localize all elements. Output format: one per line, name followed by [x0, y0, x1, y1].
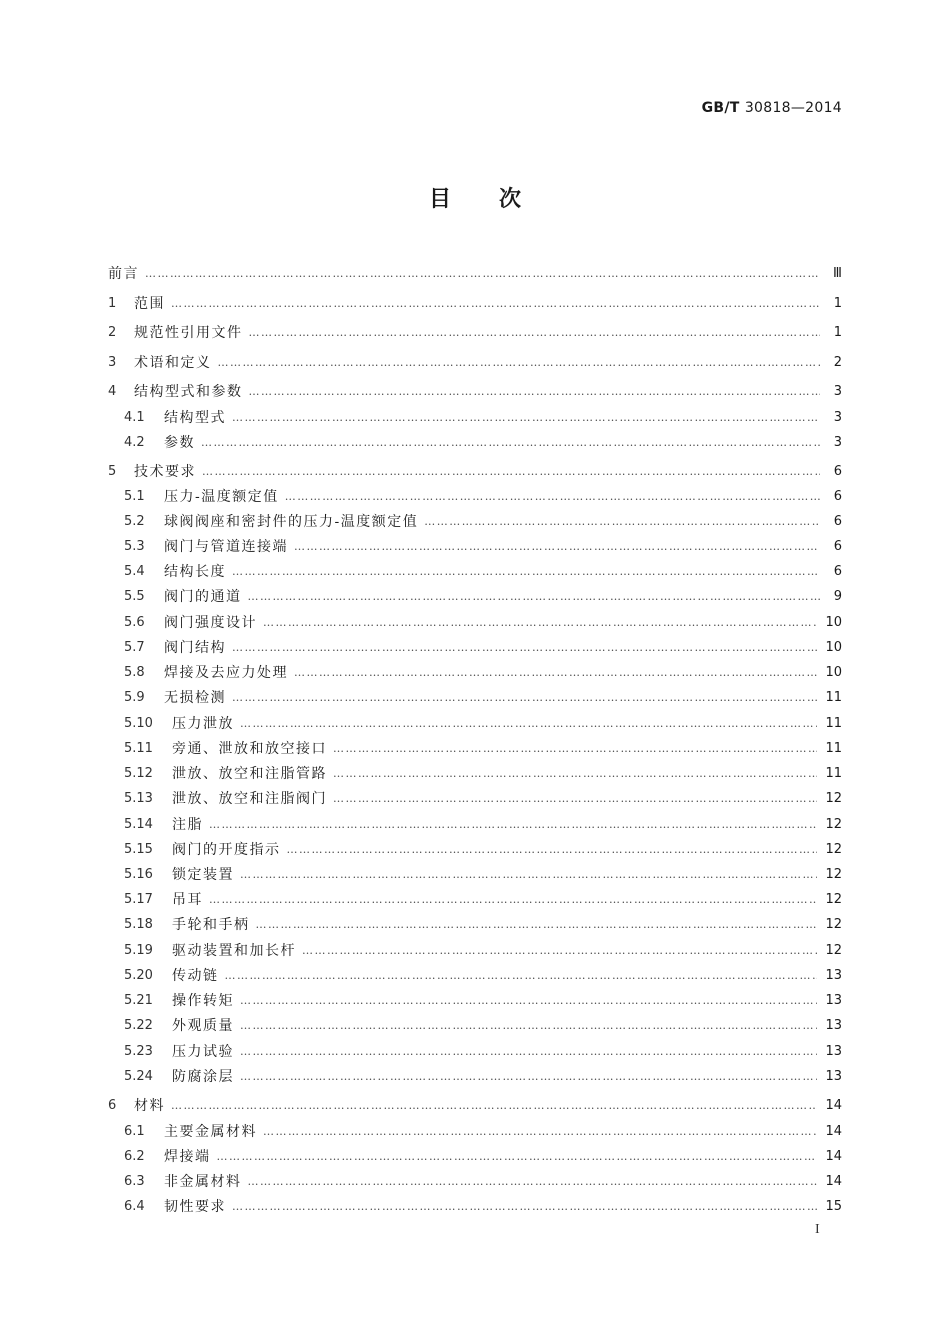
toc-leader-dots [209, 814, 817, 836]
toc-entry[interactable] [124, 432, 842, 454]
toc-leader-dots [302, 940, 817, 962]
toc-leader-dots [240, 1066, 817, 1088]
toc-entry[interactable] [108, 263, 842, 285]
toc-entry-number: 6 [108, 1098, 117, 1113]
toc-entry-page: 13 [825, 1069, 842, 1084]
toc-entry-page: 1 [833, 325, 842, 340]
toc-entry-number: 5.14 [124, 817, 153, 832]
toc-entry-page: 11 [825, 766, 842, 781]
toc-entry-title: 压力泄放 [172, 716, 234, 732]
toc-entry[interactable] [124, 814, 842, 836]
toc-entry-number: 5.9 [124, 690, 145, 705]
toc-entry-page: 10 [825, 640, 842, 655]
toc-entry-number: 5.12 [124, 766, 153, 781]
toc-entry-page: Ⅲ [833, 266, 842, 281]
toc-entry-title: 非金属材料 [164, 1174, 242, 1190]
toc-entry-title: 韧性要求 [164, 1199, 226, 1215]
toc-leader-dots [287, 839, 818, 861]
toc-entry-number: 4.2 [124, 435, 145, 450]
toc-entry-number: 6.1 [124, 1124, 145, 1139]
toc-entry-title: 结构型式和参数 [134, 384, 243, 400]
toc-entry-title: 驱动装置和加长杆 [172, 943, 296, 959]
toc-entry[interactable] [108, 352, 842, 374]
toc-entry-number: 5.17 [124, 892, 153, 907]
toc-entry-page: 2 [833, 355, 842, 370]
toc-entry[interactable] [124, 536, 842, 558]
toc-leader-dots [333, 763, 817, 785]
toc-entry-number: 5.15 [124, 842, 153, 857]
toc-entry-page: 14 [825, 1098, 842, 1113]
toc-entry-page: 12 [825, 817, 842, 832]
toc-leader-dots [240, 1041, 817, 1063]
toc-entry[interactable] [124, 889, 842, 911]
toc-entry-number: 2 [108, 325, 117, 340]
toc-entry[interactable] [108, 293, 842, 315]
toc-entry-number: 5.18 [124, 917, 153, 932]
toc-entry-page: 6 [833, 464, 842, 479]
toc-entry-number: 5 [108, 464, 117, 479]
toc-entry-number: 5.23 [124, 1044, 153, 1059]
toc-leader-dots [225, 965, 818, 987]
toc-entry-number: 5.19 [124, 943, 153, 958]
toc-entry-number: 5.11 [124, 741, 153, 756]
standard-number: 30818—2014 [744, 100, 842, 116]
standard-prefix: GB/T [701, 100, 740, 116]
toc-entry-number: 5.2 [124, 514, 145, 529]
toc-entry-page: 12 [825, 842, 842, 857]
toc-entry-title: 泄放、放空和注脂阀门 [172, 791, 327, 807]
toc-entry-title: 术语和定义 [134, 355, 212, 371]
toc-leader-dots [249, 322, 821, 344]
toc-entry-number: 5.22 [124, 1018, 153, 1033]
toc-entry-page: 6 [833, 564, 842, 579]
toc-leader-dots [202, 461, 820, 483]
toc-leader-dots [171, 1095, 817, 1117]
toc-entry-title: 防腐涂层 [172, 1069, 234, 1085]
toc-entry-title: 阀门结构 [164, 640, 226, 656]
toc-entry-page: 13 [825, 1018, 842, 1033]
toc-leader-dots [333, 738, 817, 760]
toc-entry-title: 结构型式 [164, 410, 226, 426]
toc-entry-page: 6 [833, 489, 842, 504]
toc-leader-dots [217, 1146, 818, 1168]
toc-entry-title: 结构长度 [164, 564, 226, 580]
toc-entry[interactable] [108, 461, 842, 483]
toc-entry-page: 1 [833, 296, 842, 311]
toc-leader-dots [240, 990, 817, 1012]
toc-entry-page: 11 [825, 716, 842, 731]
toc-entry-title: 传动链 [172, 968, 219, 984]
toc-entry[interactable] [124, 738, 842, 760]
toc-entry-number: 5.24 [124, 1069, 153, 1084]
toc-entry-page: 6 [833, 539, 842, 554]
toc-leader-dots [248, 1171, 818, 1193]
toc-leader-dots [333, 788, 817, 810]
toc-leader-dots [232, 637, 817, 659]
toc-leader-dots [209, 889, 817, 911]
toc-entry-title: 主要金属材料 [164, 1124, 257, 1140]
toc-entry-title: 吊耳 [172, 892, 203, 908]
toc-entry-title: 规范性引用文件 [134, 325, 243, 341]
toc-entry-number: 4.1 [124, 410, 145, 425]
toc-entry[interactable] [124, 1041, 842, 1063]
toc-entry-page: 15 [825, 1199, 842, 1214]
toc-entry-title: 范围 [134, 296, 165, 312]
toc-entry-page: 11 [825, 690, 842, 705]
toc-entry-number: 6.3 [124, 1174, 145, 1189]
toc-entry[interactable] [124, 788, 842, 810]
toc-entry-number: 5.1 [124, 489, 145, 504]
toc-entry-title: 旁通、泄放和放空接口 [172, 741, 327, 757]
toc-entry-page: 12 [825, 867, 842, 882]
toc-entry[interactable] [124, 486, 842, 508]
toc-entry[interactable] [124, 612, 842, 634]
toc-entry[interactable] [124, 914, 842, 936]
page-number: I [815, 1222, 820, 1237]
toc-entry-number: 5.20 [124, 968, 153, 983]
toc-entry[interactable] [108, 1095, 842, 1117]
toc-leader-dots [240, 864, 817, 886]
toc-entry[interactable] [124, 839, 842, 861]
toc-entry-page: 13 [825, 968, 842, 983]
toc-entry-number: 5.16 [124, 867, 153, 882]
toc-entry-number: 6.2 [124, 1149, 145, 1164]
toc-entry-title: 阀门的通道 [164, 589, 242, 605]
toc-leader-dots [232, 687, 817, 709]
toc-entry[interactable] [124, 763, 842, 785]
toc-entry-title: 压力-温度额定值 [164, 489, 279, 505]
toc-entry[interactable] [124, 990, 842, 1012]
toc-entry-title: 焊接及去应力处理 [164, 665, 288, 681]
toc-entry-title: 手轮和手柄 [172, 917, 250, 933]
toc-entry[interactable] [124, 1146, 842, 1168]
toc-entry[interactable] [124, 1066, 842, 1088]
toc-leader-dots [145, 263, 820, 285]
toc-entry-title: 操作转矩 [172, 993, 234, 1009]
toc-entry-number: 5.3 [124, 539, 145, 554]
toc-entry-title: 技术要求 [134, 464, 196, 480]
toc-entry[interactable] [124, 637, 842, 659]
toc-entry-page: 13 [825, 1044, 842, 1059]
toc-entry-title: 压力试验 [172, 1044, 234, 1060]
toc-entry-title: 泄放、放空和注脂管路 [172, 766, 327, 782]
toc-entry-page: 3 [833, 384, 842, 399]
toc-entry-title: 注脂 [172, 817, 203, 833]
toc-entry-number: 3 [108, 355, 117, 370]
toc-entry-page: 13 [825, 993, 842, 1008]
toc-leader-dots [201, 432, 820, 454]
toc-entry-number: 1 [108, 296, 117, 311]
toc-entry[interactable] [124, 1015, 842, 1037]
toc-entry-number: 6.4 [124, 1199, 145, 1214]
toc-entry[interactable] [124, 586, 842, 608]
toc-entry-page: 6 [833, 514, 842, 529]
toc-entry-title: 前言 [108, 266, 139, 282]
toc-entry-page: 3 [833, 435, 842, 450]
toc-entry-title: 阀门的开度指示 [172, 842, 281, 858]
toc-entry-title: 阀门强度设计 [164, 615, 257, 631]
toc-entry-page: 10 [825, 665, 842, 680]
toc-entry[interactable] [124, 1121, 842, 1143]
toc-entry-page: 14 [825, 1174, 842, 1189]
toc-entry-number: 5.8 [124, 665, 145, 680]
toc-leader-dots [249, 381, 821, 403]
toc-leader-dots [240, 1015, 817, 1037]
toc-entry-title: 无损检测 [164, 690, 226, 706]
toc-entry-number: 5.5 [124, 589, 145, 604]
toc-leader-dots [248, 586, 821, 608]
toc-leader-dots [171, 293, 820, 315]
toc-entry-number: 5.21 [124, 993, 153, 1008]
toc-entry-page: 14 [825, 1149, 842, 1164]
toc-entry-number: 5.6 [124, 615, 145, 630]
toc-entry-title: 锁定装置 [172, 867, 234, 883]
toc-leader-dots [256, 914, 818, 936]
toc-entry-page: 12 [825, 791, 842, 806]
toc-entry[interactable] [124, 864, 842, 886]
toc-entry-number: 5.7 [124, 640, 145, 655]
toc-entry-title: 阀门与管道连接端 [164, 539, 288, 555]
toc-leader-dots [240, 713, 817, 735]
toc-leader-dots [294, 662, 817, 684]
toc-leader-dots [285, 486, 820, 508]
toc-leader-dots [232, 407, 820, 429]
toc-entry[interactable] [124, 407, 842, 429]
toc-entry-page: 12 [825, 943, 842, 958]
toc-entry[interactable] [124, 1171, 842, 1193]
toc-leader-dots [232, 561, 820, 583]
toc-leader-dots [263, 1121, 817, 1143]
toc-entry-page: 11 [825, 741, 842, 756]
toc-entry[interactable] [124, 1196, 842, 1218]
toc-entry-number: 4 [108, 384, 117, 399]
standard-code [702, 100, 842, 116]
toc-entry-page: 3 [833, 410, 842, 425]
toc-entry-number: 5.10 [124, 716, 153, 731]
toc-entry-page: 10 [825, 615, 842, 630]
toc-leader-dots [263, 612, 817, 634]
toc-entry[interactable] [108, 381, 842, 403]
toc-entry[interactable] [124, 687, 842, 709]
toc-entry-page: 12 [825, 892, 842, 907]
toc-entry-page: 14 [825, 1124, 842, 1139]
toc-entry[interactable] [124, 940, 842, 962]
toc-entry-page: 12 [825, 917, 842, 932]
toc-entry[interactable] [124, 662, 842, 684]
toc-entry-title: 外观质量 [172, 1018, 234, 1034]
toc-entry[interactable] [124, 713, 842, 735]
toc-entry-title: 参数 [164, 435, 195, 451]
toc-leader-dots [232, 1196, 817, 1218]
toc-entry[interactable] [124, 965, 842, 987]
toc-leader-dots [424, 511, 820, 533]
page-title: 目次 [428, 187, 569, 212]
toc-leader-dots [294, 536, 820, 558]
toc-entry-page: 9 [833, 589, 842, 604]
toc-entry-title: 材料 [134, 1098, 165, 1114]
toc-entry[interactable] [108, 322, 842, 344]
toc-entry-title: 焊接端 [164, 1149, 211, 1165]
toc-leader-dots [218, 352, 821, 374]
toc-entry[interactable] [124, 511, 842, 533]
toc-entry[interactable] [124, 561, 842, 583]
toc-entry-number: 5.4 [124, 564, 145, 579]
toc-entry-title: 球阀阀座和密封件的压力-温度额定值 [164, 514, 419, 530]
toc-entry-number: 5.13 [124, 791, 153, 806]
